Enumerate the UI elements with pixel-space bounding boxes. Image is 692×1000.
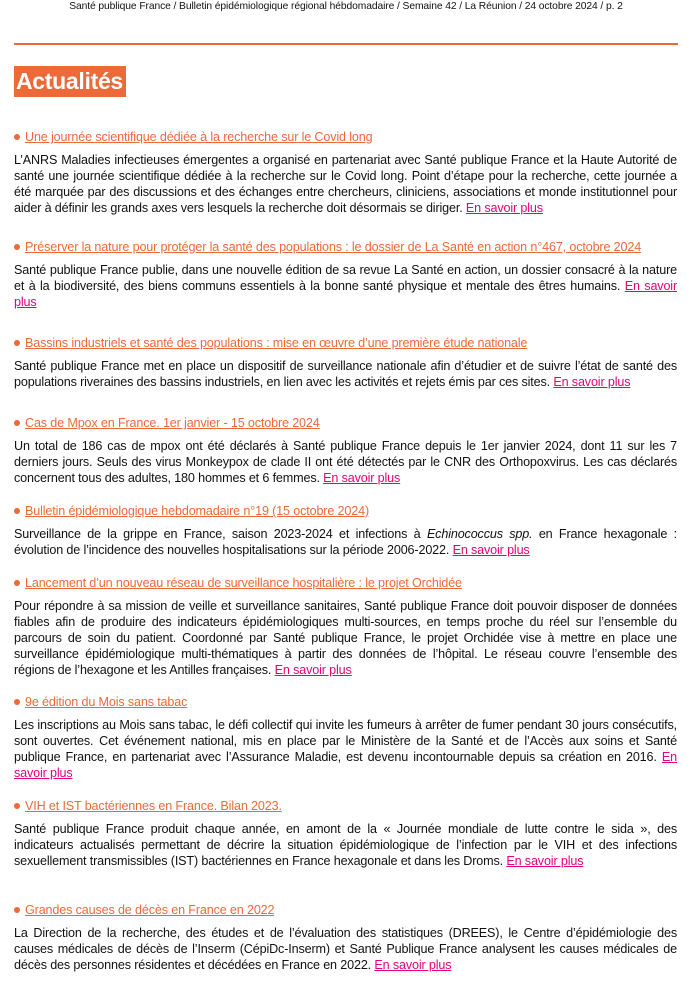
news-body: Un total de 186 cas de mpox ont été déclarés à Santé publique France depuis le 1er janvier 2024, dont 11 sur les 7 derniers jours. Seuls des virus Monkeypox de clade II ont été détectés par le CNR des Orthopoxvirus. Les cas déclarés concernent tous des adultes, 180 hommes et 6 femmes. En savoir plus bbox=[14, 439, 677, 485]
read-more-link[interactable]: En savoir plus bbox=[274, 663, 352, 677]
news-item bbox=[14, 902, 677, 973]
news-item bbox=[14, 694, 677, 781]
read-more-link[interactable]: En savoir plus bbox=[323, 471, 401, 485]
bullet-icon bbox=[14, 699, 20, 705]
bullet-icon bbox=[14, 134, 20, 140]
news-body: Santé publique France publie, dans une nouvelle édition de sa revue La Santé en action, un dossier consacré à la nature et à la biodiversité, des biens communs essentiels à la bonne santé physique et mentale des êtres humains. En savoir plus bbox=[14, 263, 677, 309]
news-title bbox=[14, 503, 677, 519]
news-item bbox=[14, 798, 677, 869]
news-title bbox=[14, 335, 677, 351]
news-item bbox=[14, 129, 677, 216]
news-item bbox=[14, 575, 677, 678]
news-item bbox=[14, 503, 677, 558]
news-title-link[interactable]: Grandes causes de décès en France en 2022 bbox=[25, 903, 275, 917]
read-more-link[interactable]: En savoir plus bbox=[374, 958, 452, 972]
bullet-icon bbox=[14, 244, 20, 250]
news-body: Pour répondre à sa mission de veille et surveillance sanitaires, Santé publique France doit pouvoir disposer de données fiables afin de produire des indicateurs épidémiologiques multi-sources, en temps proche du réel sur l’ensemble du parcours de soin du patient. Coordonné par Santé publique France, le projet Orchidée vise à mettre en place une surveillance épidémiologique multi-thématiques à partir des données de l’hôpital. Le réseau couvre l’ensemble des régions de l’hexagone et les Antilles françaises. En savoir plus bbox=[14, 599, 677, 677]
news-item bbox=[14, 239, 677, 310]
news-title-link[interactable]: Une journée scientifique dédiée à la recherche sur le Covid long bbox=[25, 130, 373, 144]
bullet-icon bbox=[14, 420, 20, 426]
section-title: Actualités bbox=[14, 66, 126, 97]
news-title bbox=[14, 129, 677, 145]
bullet-icon bbox=[14, 803, 20, 809]
news-title-link[interactable]: Bassins industriels et santé des populations : mise en œuvre d’une première étude nationale bbox=[25, 336, 528, 350]
news-title-link[interactable]: Préserver la nature pour protéger la santé des populations : le dossier de La Santé en action n°467, octobre 2024 bbox=[25, 240, 642, 254]
header-divider bbox=[14, 43, 678, 45]
news-body: Santé publique France produit chaque année, en amont de la « Journée mondiale de lutte contre le sida », des indicateurs actualisés permettant de décrire la situation épidémiologique de l’infection par le VIH et des infections sexuellement transmissibles (IST) bactériennes en France hexagonale et dans les Droms. En savoir plus bbox=[14, 822, 677, 868]
running-header: Santé publique France / Bulletin épidémiologique régional hébdomadaire / Semaine 42 / La Réunion / 24 octobre 2024 / p. 2 bbox=[69, 1, 623, 12]
bullet-icon bbox=[14, 340, 20, 346]
news-title bbox=[14, 902, 677, 918]
read-more-link[interactable]: En savoir plus bbox=[14, 279, 677, 309]
news-title-link[interactable]: Cas de Mpox en France. 1er janvier - 15 octobre 2024 bbox=[25, 416, 320, 430]
news-item bbox=[14, 335, 677, 390]
read-more-link[interactable]: En savoir plus bbox=[14, 750, 677, 780]
news-title-link[interactable]: Lancement d’un nouveau réseau de surveillance hospitalière : le projet Orchidée bbox=[25, 576, 462, 590]
news-title bbox=[14, 694, 677, 710]
read-more-link[interactable]: En savoir plus bbox=[465, 201, 543, 215]
bullet-icon bbox=[14, 907, 20, 913]
news-title bbox=[14, 575, 677, 591]
read-more-link[interactable]: En savoir plus bbox=[553, 375, 631, 389]
news-body: La Direction de la recherche, des études et de l’évaluation des statistiques (DREES), le Centre d’épidémiologie des causes médicales de décès de l’Inserm (CépiDc-Inserm) et Santé Publique France analysent les causes médicales de décès des personnes résidentes et décédées en France en 2022. En savoir plus bbox=[14, 926, 677, 972]
news-body: Santé publique France met en place un dispositif de surveillance nationale afin d’étudier et de suivre l’état de santé des populations riveraines des bassins industriels, en lien avec les activités et rejets émis par ces sites. En savoir plus bbox=[14, 359, 677, 389]
news-title-link[interactable]: Bulletin épidémiologique hebdomadaire n°19 (15 octobre 2024) bbox=[25, 504, 370, 518]
news-title bbox=[14, 798, 677, 814]
news-title-link[interactable]: VIH et IST bactériennes en France. Bilan 2023. bbox=[25, 799, 282, 813]
news-item bbox=[14, 415, 677, 486]
news-body: Les inscriptions au Mois sans tabac, le défi collectif qui invite les fumeurs à arrêter de fumer pendant 30 jours consécutifs, sont ouvertes. Cet événement national, mis en place par le Ministère de la Santé et de l’Accès aux soins et Santé publique France, en partenariat avec l’Assurance Maladie, est devenu incontournable depuis sa création en 2016. En savoir plus bbox=[14, 718, 677, 780]
news-title bbox=[14, 415, 677, 431]
bullet-icon bbox=[14, 580, 20, 586]
read-more-link[interactable]: En savoir plus bbox=[452, 543, 530, 557]
news-body: Surveillance de la grippe en France, saison 2023-2024 et infections à Echinococcus spp. en France hexagonale : évolution de l’incidence des nouvelles hospitalisations sur la période 2006-2022. En savoir plus bbox=[14, 527, 677, 557]
news-title-link[interactable]: 9e édition du Mois sans tabac bbox=[25, 695, 188, 709]
news-body: L’ANRS Maladies infectieuses émergentes a organisé en partenariat avec Santé publique France et la Haute Autorité de santé une journée scientifique dédiée à la recherche sur le Covid long. Point d’étape pour la recherche, cette journée a été marquée par des discussions et des échanges entre chercheurs, cliniciens, associations et monde institutionnel pour aider à définir les grands axes vers lesquels la recherche doit désormais se diriger. En savoir plus bbox=[14, 153, 677, 215]
bullet-icon bbox=[14, 508, 20, 514]
read-more-link[interactable]: En savoir plus bbox=[506, 854, 584, 868]
news-title bbox=[14, 239, 677, 255]
